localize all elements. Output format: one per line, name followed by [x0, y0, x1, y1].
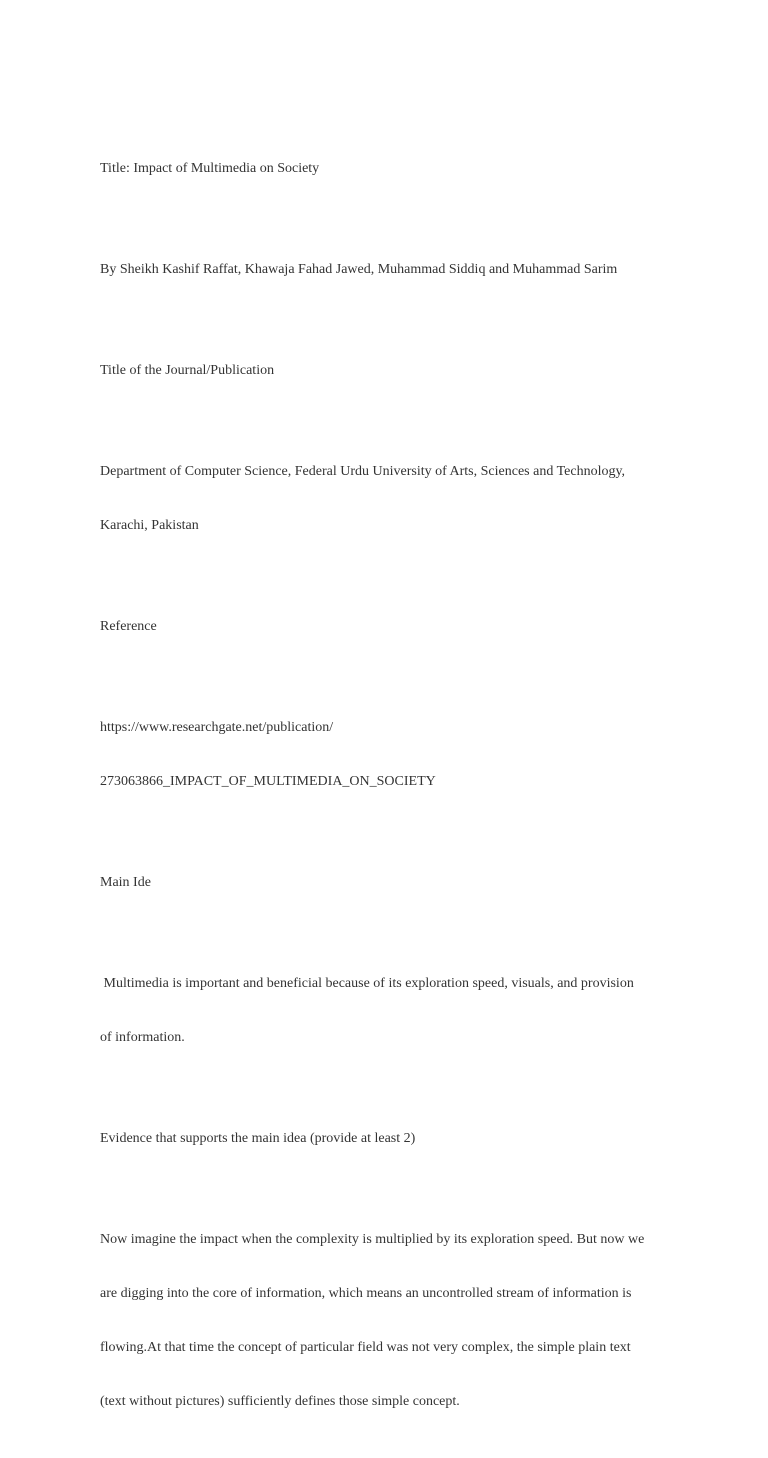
- evidence-line-2: are digging into the core of information, which means an uncontrolled stream of information is: [100, 1286, 632, 1301]
- authors-line: [100, 225, 690, 315]
- main-idea-label: [100, 838, 690, 928]
- affiliation-line-2: Karachi, Pakistan: [100, 518, 199, 533]
- evidence-label: [100, 1094, 690, 1184]
- title-text: Title: Impact of Multimedia on Society: [100, 161, 320, 176]
- reference-url-line-1: https://www.researchgate.net/publication/: [100, 720, 334, 735]
- evidence-line-3: flowing.At that time the concept of particular field was not very complex, the simple plain text: [100, 1340, 631, 1355]
- authors-text: By Sheikh Kashif Raffat, Khawaja Fahad Jawed, Muhammad Siddiq and Muhammad Sarim: [100, 262, 618, 277]
- main-idea-label-text: Main Ide: [100, 875, 151, 890]
- reference-url-line-2: 273063866_IMPACT_OF_MULTIMEDIA_ON_SOCIETY: [100, 774, 436, 789]
- document-content: [100, 124, 690, 1458]
- main-idea-line-1: Multimedia is important and beneficial because of its exploration speed, visuals, and provision: [100, 976, 634, 991]
- reference-label: [100, 582, 690, 672]
- evidence-line-4: (text without pictures) sufficiently defines those simple concept.: [100, 1394, 460, 1409]
- affiliation: [100, 427, 690, 571]
- reference-url: [100, 683, 690, 827]
- main-idea-line-2: of information.: [100, 1030, 185, 1045]
- evidence-label-text: Evidence that supports the main idea (provide at least 2): [100, 1131, 416, 1146]
- reference-label-text: Reference: [100, 619, 157, 634]
- journal-label: [100, 326, 690, 416]
- main-idea-text: [100, 939, 690, 1083]
- title-line: [100, 124, 690, 214]
- journal-label-text: Title of the Journal/Publication: [100, 363, 275, 378]
- affiliation-line-1: Department of Computer Science, Federal Urdu University of Arts, Sciences and Technology,: [100, 464, 626, 479]
- evidence-text: [100, 1195, 690, 1447]
- evidence-line-1: Now imagine the impact when the complexity is multiplied by its exploration speed. But now we: [100, 1232, 645, 1247]
